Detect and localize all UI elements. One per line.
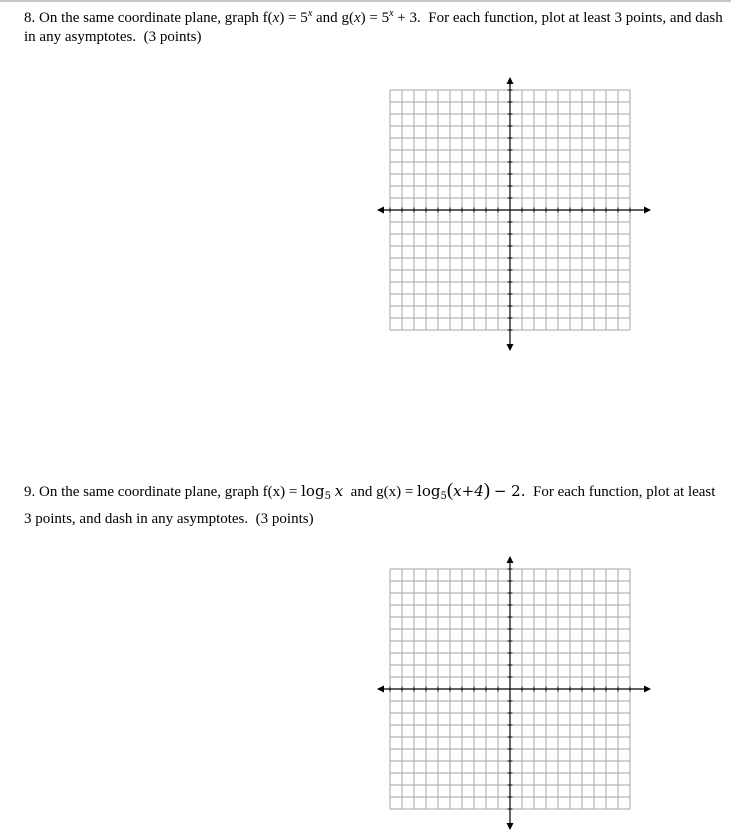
question-8-number: 8. xyxy=(24,10,36,26)
question-9-g-expression: $g(x) = \log_5(x+4) - 2$. xyxy=(376,480,526,502)
question-8-instruction: For each function, plot at least 3 points, and dash in any asymptotes. xyxy=(24,10,723,45)
q9-arrow-up-icon xyxy=(507,556,514,563)
q9-arrow-down-icon xyxy=(507,823,514,830)
q8-arrow-up-icon xyxy=(507,77,514,84)
question-9-points: (3 points) xyxy=(255,511,314,527)
q8-arrow-down-icon xyxy=(507,344,514,351)
question-8-conjunction: and xyxy=(316,10,338,26)
q8-arrow-left-icon xyxy=(377,207,384,214)
question-8 xyxy=(24,4,724,47)
page-top-rule xyxy=(0,0,731,2)
question-8-g-expression: $g(x) = 5^x + 3$. xyxy=(341,8,421,26)
q9-arrow-left-icon xyxy=(377,686,384,693)
coordinate-grid-q9[interactable] xyxy=(376,555,652,831)
question-9-lead: On the same coordinate plane, graph xyxy=(39,484,259,500)
question-9-number: 9. xyxy=(24,484,36,500)
question-8-f-expression: $f(x) = 5^x$ xyxy=(262,8,313,26)
question-9 xyxy=(24,479,724,531)
question-9-instruction: For each function, plot at least 3 points, and dash in any asymptotes. xyxy=(24,484,716,527)
q8-arrow-right-icon xyxy=(644,207,651,214)
q9-arrow-right-icon xyxy=(644,686,651,693)
question-8-points: (3 points) xyxy=(143,29,202,45)
coordinate-grid-q8[interactable] xyxy=(376,76,652,352)
question-8-lead: On the same coordinate plane, graph xyxy=(39,10,259,26)
question-9-conjunction: and xyxy=(350,484,373,500)
question-9-f-expression: $f(x) = \log_5 x$ xyxy=(262,482,344,502)
